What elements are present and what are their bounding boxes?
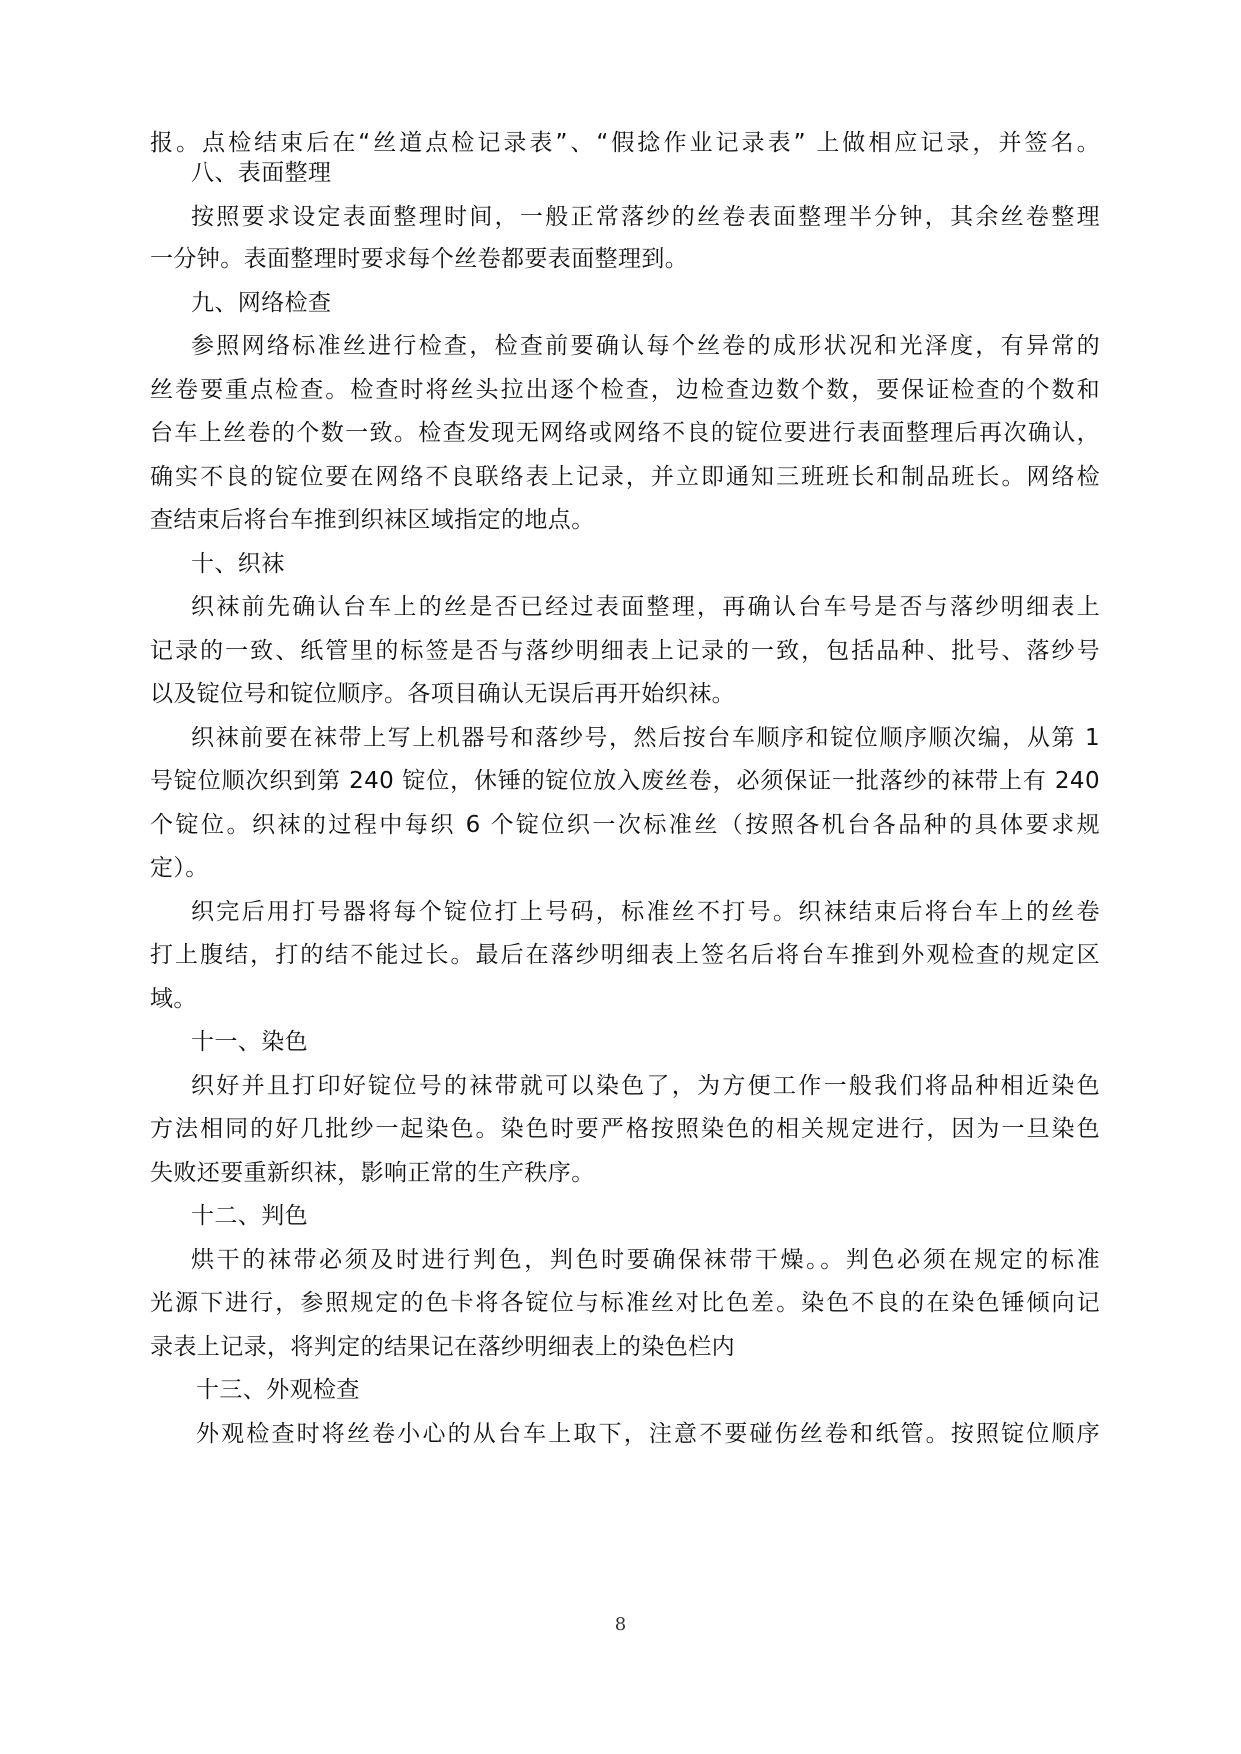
paragraph-line: 一分钟。表面整理时要求每个丝卷都要表面整理到。 — [150, 246, 689, 272]
paragraph-line: 织袜前要在袜带上写上机器号和落纱号，然后按台车顺序和锭位顺序顺次编，从第 1 — [191, 725, 1100, 751]
paragraph-line: 录表上记录，将判定的结果记在落纱明细表上的染色栏内 — [150, 1334, 735, 1360]
section-heading: 十三、外观检查 — [196, 1377, 360, 1403]
paragraph-line: 外观检查时将丝卷小心的从台车上取下，注意不要碰伤丝卷和纸管。按照锭位顺序 — [196, 1421, 1100, 1447]
paragraph-line: 方法相同的好几批纱一起染色。染色时要严格按照染色的相关规定进行，因为一旦染色 — [150, 1116, 1100, 1142]
paragraph-line: 打上腹结，打的结不能过长。最后在落纱明细表上签名后将台车推到外观检查的规定区 — [150, 942, 1100, 968]
paragraph-line: 织完后用打号器将每个锭位打上号码，标准丝不打号。织袜结束后将台车上的丝卷 — [191, 899, 1100, 925]
page-number: 8 — [614, 1614, 627, 1635]
paragraph-line: 织袜前先确认台车上的丝是否已经过表面整理，再确认台车号是否与落纱明细表上 — [191, 594, 1100, 620]
paragraph-line: 个锭位。织袜的过程中每织 6 个锭位织一次标准丝（按照各机台各品种的具体要求规 — [150, 812, 1100, 838]
paragraph-line: 烘干的袜带必须及时进行判色，判色时要确保袜带干燥。。判色必须在规定的标准 — [191, 1247, 1100, 1273]
paragraph-line: 查结束后将台车推到织袜区域指定的地点。 — [150, 507, 595, 533]
section-heading: 八、表面整理 — [191, 160, 332, 186]
paragraph-line: 域。 — [150, 986, 197, 1012]
paragraph-line: 光源下进行，参照规定的色卡将各锭位与标准丝对比色差。染色不良的在染色锤倾向记 — [150, 1290, 1100, 1316]
paragraph-line: 确实不良的锭位要在网络不良联络表上记录，并立即通知三班班长和制品班长。网络检 — [150, 464, 1100, 490]
paragraph-line: 丝卷要重点检查。检查时将丝头拉出逐个检查，边检查边数个数，要保证检查的个数和 — [150, 377, 1100, 403]
section-heading: 九、网络检查 — [191, 290, 332, 316]
paragraph-line: 按照要求设定表面整理时间，一般正常落纱的丝卷表面整理半分钟，其余丝卷整理 — [191, 204, 1100, 230]
paragraph-line: 织好并且打印好锭位号的袜带就可以染色了，为方便工作一般我们将品种相近染色 — [191, 1073, 1100, 1099]
paragraph-line: 报。点检结束后在“丝道点检记录表”、“假捻作业记录表” 上做相应记录，并签名。 — [150, 130, 1100, 156]
paragraph-line: 定）。 — [150, 855, 209, 881]
paragraph-line: 记录的一致、纸管里的标签是否与落纱明细表上记录的一致，包括品种、批号、落纱号 — [150, 638, 1100, 664]
section-heading: 十、织袜 — [191, 551, 285, 577]
paragraph-line: 参照网络标准丝进行检查，检查前要确认每个丝卷的成形状况和光泽度，有异常的 — [191, 333, 1100, 359]
section-heading: 十二、判色 — [191, 1203, 308, 1229]
paragraph-line: 号锭位顺次织到第 240 锭位，休锤的锭位放入废丝卷，必须保证一批落纱的袜带上有 240 — [150, 768, 1100, 794]
paragraph-line: 台车上丝卷的个数一致。检查发现无网络或网络不良的锭位要进行表面整理后再次确认， — [150, 420, 1100, 446]
paragraph-line: 以及锭位号和锭位顺序。各项目确认无误后再开始织袜。 — [150, 681, 735, 707]
section-heading: 十一、染色 — [191, 1029, 308, 1055]
paragraph-line: 失败还要重新织袜，影响正常的生产秩序。 — [150, 1160, 595, 1186]
